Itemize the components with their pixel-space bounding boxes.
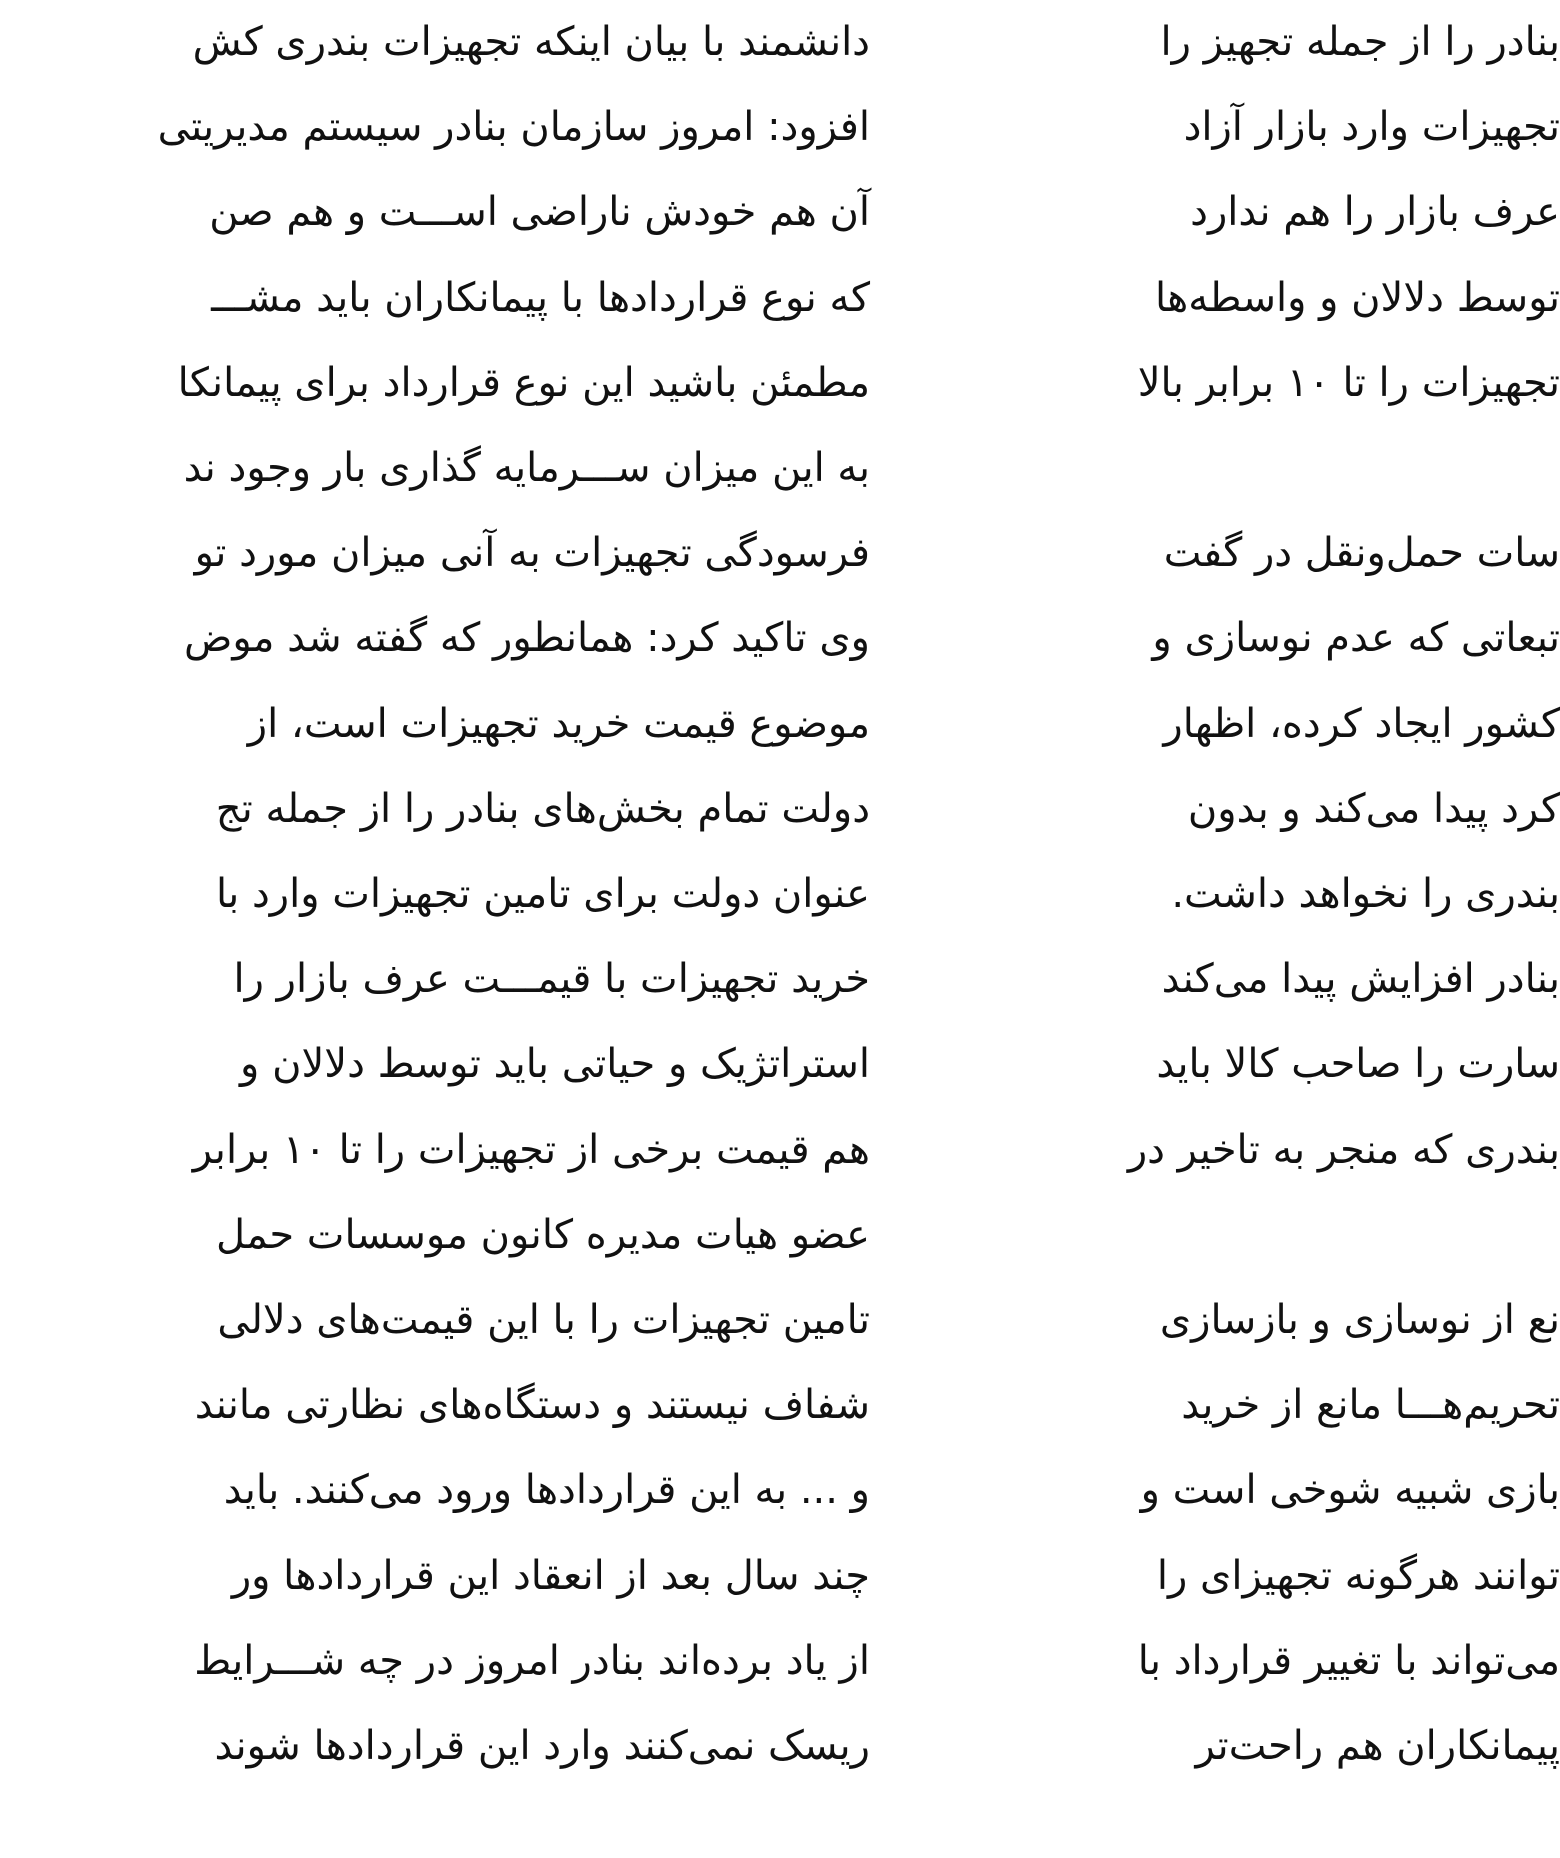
text-line: کشور ایجاد کرده، اظهار <box>1163 700 1560 747</box>
text-line: می‌تواند با تغییر قرارداد با <box>1137 1637 1560 1684</box>
text-line: بنادر را از جمله تجهیز را <box>1160 19 1560 65</box>
text-line: عرف بازار را هم ندارد <box>1190 189 1560 236</box>
text-line: تبعاتی که عدم نوسازی و <box>1152 615 1560 662</box>
text-line: تجهیزات وارد بازار آزاد <box>1183 104 1560 151</box>
text-line: شفاف نیستند و دستگاه‌های نظارتی مانند <box>194 1382 870 1429</box>
text-line: توانند هرگونه تجهیزای را <box>1156 1552 1560 1599</box>
text-line: به این میزان ســـرمایه گذاری بار وجود ند <box>183 445 870 491</box>
text-line: تامین تجهیزات را با این قیمت‌های دلالی <box>217 1297 870 1343</box>
text-line: موضوع قیمت خرید تجهیزات است، از <box>247 700 870 747</box>
text-line: ریسک نمی‌کنند وارد این قراردادها شوند <box>214 1723 870 1769</box>
text-line: هم قیمت برخی از تجهیزات را تا ۱۰ برابر <box>192 1126 870 1173</box>
text-line: دولت تمام بخش‌های بنادر را از جمله تج <box>215 785 870 832</box>
text-line: خرید تجهیزات با قیمـــت عرف بازار را <box>233 956 870 1003</box>
text-line: تحریم‌هـــا مانع از خرید <box>1181 1382 1560 1429</box>
text-line: و ... به این قراردادها ورود می‌کنند. باید <box>223 1467 870 1514</box>
text-line: فرسودگی تجهیزات به آنی میزان مورد تو <box>194 530 870 577</box>
text-line: کرد پیدا می‌کند و بدون <box>1187 785 1560 832</box>
text-line: پیمانکاران هم راحت‌تر <box>1195 1723 1560 1769</box>
text-line: دانشمند با بیان اینکه تجهیزات بندری کش <box>192 19 870 65</box>
text-line: عضو هیات مدیره کانون موسسات حمل <box>215 1211 870 1258</box>
text-line: آن هم خودش ناراضی اســـت و هم صن <box>209 189 870 236</box>
text-line: سات حمل‌ونقل در گفت <box>1163 530 1560 577</box>
text-line: که نوع قراردادها با پیمانکاران باید مشـــ <box>211 274 870 321</box>
text-line: نع از نوسازی و بازسازی <box>1159 1297 1560 1343</box>
text-line: سارت را صاحب کالا باید <box>1156 1041 1560 1088</box>
text-line: بندری که منجر به تاخیر در <box>1127 1126 1560 1173</box>
text-line: وی تاکید کرد: همانطور که گفته شد موض <box>183 615 870 662</box>
text-line: بندری را نخواهد داشت. <box>1171 871 1560 917</box>
text-line: مطمئن باشید این نوع قرارداد برای پیمانکا <box>177 359 870 406</box>
text-line: توسط دلالان و واسطه‌ها <box>1154 274 1560 321</box>
text-line: عنوان دولت برای تامین تجهیزات وارد با <box>215 871 870 917</box>
text-line: افزود: امروز سازمان بنادر سیستم مدیریتی <box>157 104 870 151</box>
text-line: تجهیزات را تا ۱۰ برابر بالا <box>1137 359 1560 406</box>
text-line: استراتژیک و حیاتی باید توسط دلالان و <box>240 1041 870 1088</box>
right-column <box>975 0 1560 1858</box>
text-line: بنادر افزایش پیدا می‌کند <box>1161 956 1560 1003</box>
text-line: چند سال بعد از انعقاد این قراردادها ور <box>231 1552 870 1599</box>
text-line: از یاد برده‌اند بنادر امروز در چه شـــرایط <box>194 1637 870 1684</box>
text-line: بازی شبیه شوخی است و <box>1140 1467 1560 1514</box>
